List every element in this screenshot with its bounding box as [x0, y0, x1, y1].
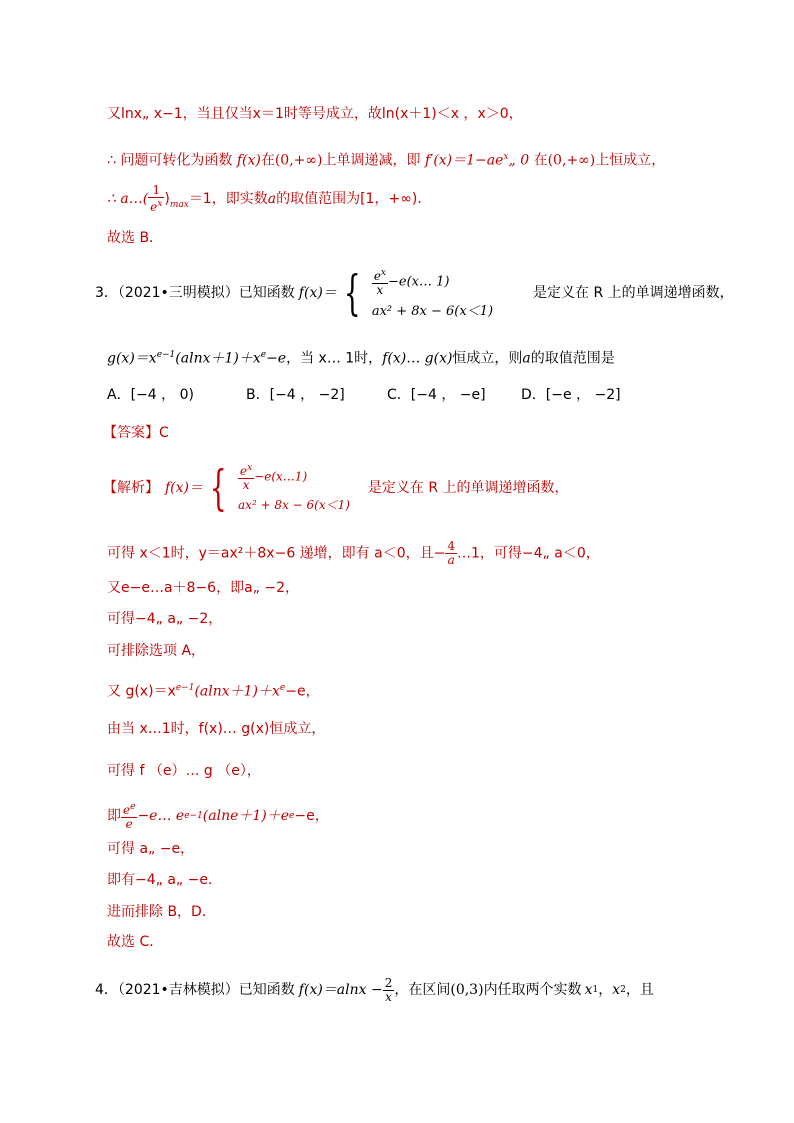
analysis-step-3: [107, 609, 222, 629]
l3e: 的取值范围为[1，+∞)．: [276, 191, 432, 207]
analysis-after: 是定义在 R 上的单调递增函数，: [367, 480, 569, 496]
analysis-step-6: [107, 719, 325, 739]
q4-a: 4．（2021•吉林模拟）已知函数: [95, 982, 295, 998]
option-a[interactable]: [107, 385, 194, 405]
an-s5b: (alnx＋1)＋x: [194, 683, 280, 700]
an-s10: 即有−4„ a„ −e．: [107, 872, 222, 888]
fraction-1-over-ex: [148, 184, 164, 214]
l2j: (0,+∞): [547, 152, 596, 169]
q3-l2c: −e: [266, 350, 287, 367]
analysis-fx: f(x)＝: [165, 480, 204, 496]
answer-label: 【答案】C: [103, 425, 169, 441]
analysis-step-12: [107, 932, 163, 952]
an-s3: 可得−4„ a„ −2，: [107, 611, 223, 627]
option-d-text: D．[−e ， −2]: [521, 387, 621, 403]
q3-l2h: 的取值范围是: [530, 350, 615, 367]
option-c-text: C．[−4 ， −e]: [387, 387, 486, 403]
analysis-step-7: [107, 761, 261, 781]
q4-f: x: [584, 982, 593, 998]
l2k: 上恒成立，: [595, 152, 666, 169]
answer-line: [103, 423, 169, 443]
l2i: 在: [533, 152, 548, 169]
an-s8numsup: e: [130, 802, 136, 812]
analysis-step-1: [107, 540, 600, 567]
option-b-text: B．[−4 ， −2]: [246, 387, 345, 403]
analysis-step-11: [107, 902, 216, 922]
an-s4: 可排除选项 A，: [107, 643, 206, 659]
q3-l2sup2: e: [260, 350, 267, 360]
l3densup: x: [157, 199, 163, 209]
an-s6: 由当 x…1时，f(x)… g(x)恒成立，: [107, 721, 326, 737]
an-s8den: e: [125, 817, 133, 831]
an-s12: 故选 C．: [107, 934, 164, 950]
l2h: „ 0: [508, 152, 530, 169]
l2g: x: [503, 152, 509, 162]
q4-hsub: 2: [620, 985, 626, 995]
l3den: e: [150, 200, 158, 214]
q3-c1num: e: [373, 268, 381, 283]
option-a-text: A．[−4 ， 0): [107, 387, 194, 403]
q4-i: ，且: [625, 982, 654, 998]
analysis-label: 【解析】: [103, 480, 159, 496]
l3c: ＝1，即实数: [188, 191, 268, 207]
q3-l2d: ，当 x… 1时，: [286, 350, 383, 367]
q3-fx: f(x)＝: [298, 285, 337, 301]
an-s2: 又e−e…a＋8−6，即a„ −2，: [107, 580, 300, 596]
q4-g: ，: [598, 982, 613, 998]
an-s7: 可得 f （e）… g （e），: [107, 763, 261, 779]
an-s8a: 即: [107, 808, 121, 824]
l2b: f(x): [236, 152, 261, 169]
q4-den: x: [385, 989, 392, 1004]
an-c1num: e: [240, 464, 248, 478]
q4-fsub: 1: [592, 985, 599, 995]
q3-l2a: g(x)＝x: [107, 350, 157, 367]
option-b[interactable]: [246, 385, 345, 405]
q3-piecewise: { $\frac{e^x}{x}$ −e(x… 1) ax² + 8x − 6(x＜1): [343, 265, 494, 321]
an-s1a: 可得 x＜1时，y＝ax²＋8x−6 递增，即有 a＜0，且−: [107, 545, 446, 562]
an-s8b: −e… e: [137, 808, 185, 824]
text-line-3: [107, 184, 431, 215]
question-3-header: [95, 258, 734, 328]
l3b: ): [164, 191, 170, 207]
q3-l2g: a: [522, 350, 531, 367]
analysis-step-2: [107, 578, 299, 598]
analysis-step-5: [107, 678, 320, 702]
text-line-1-content: 又lnx„ x−1，当且仅当x＝1时等号成立，故ln(x＋1)＜x ，x＞0，: [107, 106, 523, 122]
q3-l2f: 恒成立，则: [452, 350, 523, 367]
an-s8num: e: [123, 803, 131, 817]
q4-c: ，在区间: [394, 982, 451, 998]
an-s9: 可得 a„ −e，: [107, 841, 195, 857]
q3-l2e: f(x)… g(x): [382, 350, 453, 367]
l2f: f′(x)＝1−ae: [424, 152, 504, 169]
q4-num: 2: [384, 975, 393, 990]
an-s5sup2: e: [279, 683, 286, 693]
l4: 故选 B．: [107, 230, 164, 246]
q3-c1sup: x: [380, 267, 386, 278]
l2a: ∴ 问题可转化为函数: [107, 152, 233, 169]
q4-h: x: [612, 982, 621, 998]
an-s1num: 4: [447, 539, 455, 553]
analysis-header: [103, 457, 569, 519]
an-s1b: …1，可得−4„ a＜0，: [457, 545, 600, 562]
l2d: (0,+∞): [274, 152, 323, 169]
an-c1sup: x: [247, 463, 253, 473]
q4-e: 内任取两个实数: [483, 982, 582, 998]
l3sub: max: [169, 199, 189, 210]
l2c: 在: [260, 152, 275, 169]
an-s11: 进而排除 B，D．: [107, 904, 216, 920]
q3-after: 是定义在 R 上的单调递增函数，: [533, 285, 734, 301]
an-s5a: 又 g(x)＝x: [107, 683, 176, 700]
l3d: a: [267, 191, 277, 207]
q4-d: (0,3): [450, 982, 484, 998]
analysis-step-9: [107, 839, 194, 859]
question-3-line-2: [107, 345, 615, 369]
text-line-4: [107, 228, 163, 248]
l3a: ∴ a…(: [107, 191, 149, 207]
an-s8d: −e，: [294, 808, 329, 824]
an-s8sup2: e: [289, 811, 295, 821]
question-4-header: [95, 972, 654, 1008]
option-d[interactable]: [521, 385, 621, 405]
l3num: 1: [148, 184, 164, 198]
analysis-step-4: [107, 641, 205, 661]
q3-l2sup: e−1: [156, 350, 176, 360]
an-s5sup: e−1: [175, 683, 195, 693]
an-s8sup: e−1: [184, 811, 203, 821]
option-c[interactable]: [387, 385, 486, 405]
an-c1den: x: [242, 478, 250, 492]
q3-number: 3．（2021•三明模拟）已知函数: [95, 285, 295, 301]
an-s8c: (alne＋1)＋e: [202, 808, 290, 824]
an-s5c: −e，: [285, 683, 320, 700]
an-c1rest: −e(x…1): [254, 469, 308, 484]
text-line-1: [107, 104, 523, 124]
q3-c1rest: −e(x… 1): [388, 274, 450, 289]
text-line-2: [107, 147, 665, 171]
an-s1den: a: [447, 553, 455, 567]
analysis-step-8: [107, 800, 329, 832]
analysis-piecewise: { $\frac{e^x}{x}$ −e(x…1) ax² + 8x − 6(x＜1): [209, 460, 350, 516]
q3-l2b: (alnx＋1)＋x: [175, 350, 261, 367]
q3-case2: ax² + 8x − 6(x＜1): [371, 303, 494, 319]
q3-c1den: x: [376, 282, 384, 297]
analysis-step-10: [107, 870, 222, 890]
q4-b: f(x)＝alnx −: [298, 982, 383, 998]
an-case2: ax² + 8x − 6(x＜1): [238, 498, 350, 512]
l2e: 上单调递减，即: [322, 152, 421, 169]
